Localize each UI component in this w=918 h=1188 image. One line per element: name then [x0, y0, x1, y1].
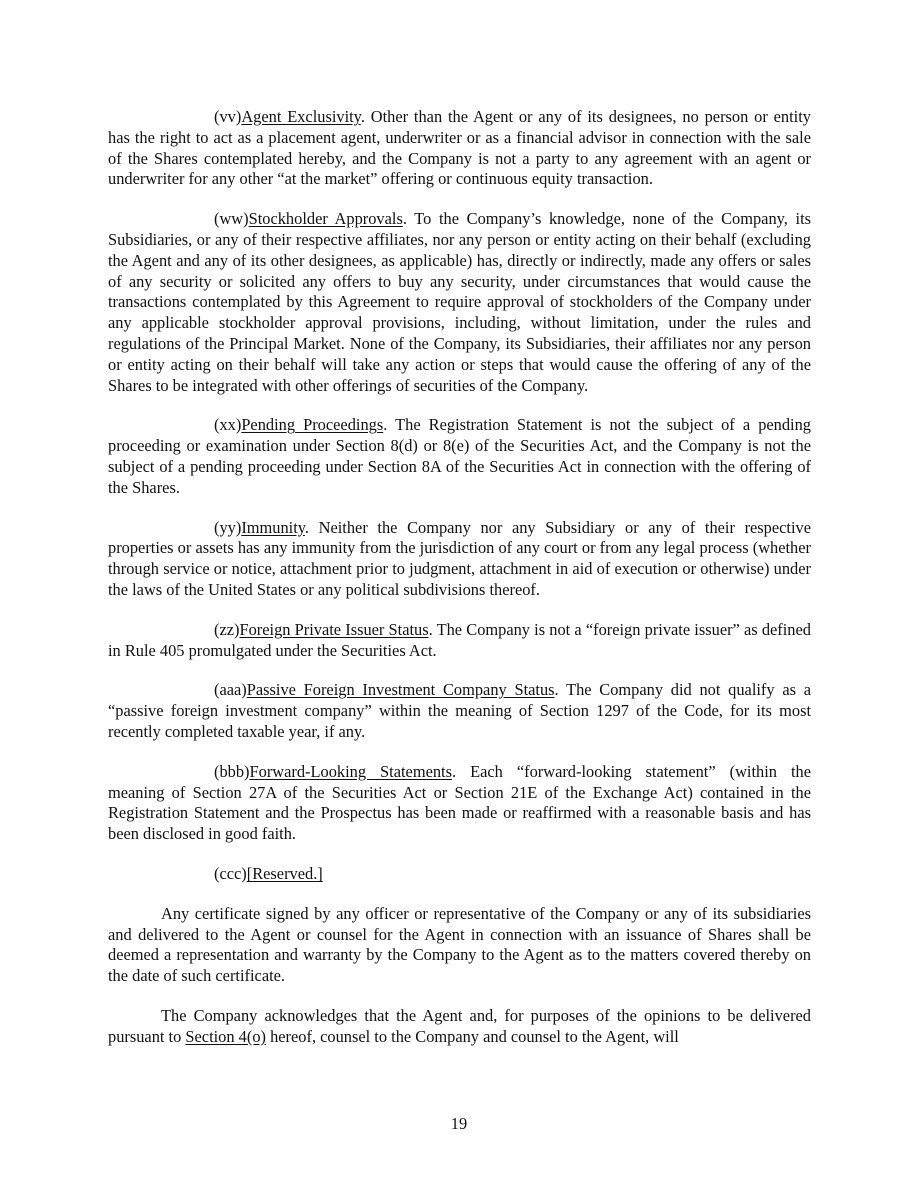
section-ccc	[108, 864, 811, 885]
section-heading: Agent Exclusivity	[241, 107, 361, 126]
section-text: . The Company did not qualify as a “passive foreign investment company” within the meaning of Section 1297 of the Code, for its most recently completed taxable year, if any.	[108, 680, 811, 741]
final-paragraph-text: The Company acknowledges that the Agent and, for purposes of the opinions to be delivered pursuant to	[108, 1005, 811, 1046]
section-heading: [Reserved.]	[246, 863, 323, 883]
section-number: (vv)	[214, 107, 242, 126]
section-text: . To the Company’s knowledge, none of the Company, its Subsidiaries, or any of their respective affiliates, nor any person or entity acting on their behalf (excluding the Agent and any of its other designees, as applicable) has, directly or indirectly, made any offers or sales of any security or solicited any offers to buy any security, under circumstances that would cause the transactions contemplated by this Agreement to require approval of stockholders of the Company under any applicable stockholder approval provisions, including, without limitation, under the rules and regulations of the Principal Market. None of the Company, its Subsidiaries, their affiliates nor any person or entity acting on their behalf will take any action or steps that would cause the offering of any of the Shares to be integrated with other offerings of securities of the Company.	[108, 209, 811, 395]
section-text: . Other than the Agent or any of its designees, no person or entity has the right to act as a placement agent, underwriter or as a financial advisor in connection with the sale of the Shares contemplated hereby, and the Company is not a party to any agreement with an agent or underwriter for any other “at the market” offering or continuous equity transaction.	[108, 107, 811, 189]
section-heading: Foreign Private Issuer Status	[239, 619, 429, 639]
section-number: (ccc)	[214, 863, 247, 883]
section-number: (bbb)	[214, 761, 250, 781]
section-vv	[108, 107, 811, 190]
section-bbb	[108, 762, 811, 845]
section-number: (zz)	[214, 619, 240, 639]
section-text: . Each “forward-looking statement” (within the meaning of Section 27A of the Securities Act or Section 21E of the Exchange Act) contained in the Registration Statement and the Prospectus has been made or reaffirmed with a reasonable basis and has been disclosed in good faith.	[108, 761, 811, 844]
section-number: (aaa)	[214, 680, 247, 700]
section-xx	[108, 415, 811, 498]
section-ww	[108, 209, 811, 396]
section-number: (ww)	[214, 209, 249, 229]
final-paragraph-text-continued: hereof, counsel to the Company and counsel to the Agent, will	[265, 1026, 679, 1046]
document-body	[108, 107, 811, 1066]
section-heading: Passive Foreign Investment Company Status	[246, 680, 555, 700]
section-heading: Stockholder Approvals	[248, 209, 403, 229]
section-text: . The Registration Statement is not the subject of a pending proceeding or examination under Section 8(d) or 8(e) of the Securities Act, and the Company is not the subject of a pending proceeding under Section 8A of the Securities Act in connection with the offering of the Shares.	[108, 415, 811, 497]
section-reference: Section 4(o)	[185, 1026, 266, 1046]
section-number: (yy)	[214, 517, 242, 537]
section-heading: Pending Proceedings	[241, 415, 384, 435]
closing-paragraph: Any certificate signed by any officer or representative of the Company or any of its subsidiaries and delivered to the Agent or counsel for the Agent in connection with an issuance of Shares shall be deemed a representation and warranty by the Company to the Agent as to the matters covered thereby on the date of such certificate.	[108, 903, 811, 986]
section-number: (xx)	[214, 415, 242, 435]
section-heading: Immunity	[241, 517, 305, 537]
section-text: . The Company is not a “foreign private issuer” as defined in Rule 405 promulgated under the Securities Act.	[108, 619, 811, 660]
section-yy	[108, 518, 811, 601]
section-zz	[108, 620, 811, 662]
final-paragraph	[108, 1006, 811, 1048]
page-number: 19	[450, 1114, 468, 1133]
section-aaa	[108, 680, 811, 742]
section-text: . Neither the Company nor any Subsidiary or any of their respective properties or assets has any immunity from the jurisdiction of any court or from any legal process (whether through service or notice, attachment prior to judgment, attachment in aid of execution or otherwise) under the laws of the United States or any political subdivisions thereof.	[108, 517, 811, 599]
section-heading: Forward-Looking Statements	[249, 761, 452, 781]
